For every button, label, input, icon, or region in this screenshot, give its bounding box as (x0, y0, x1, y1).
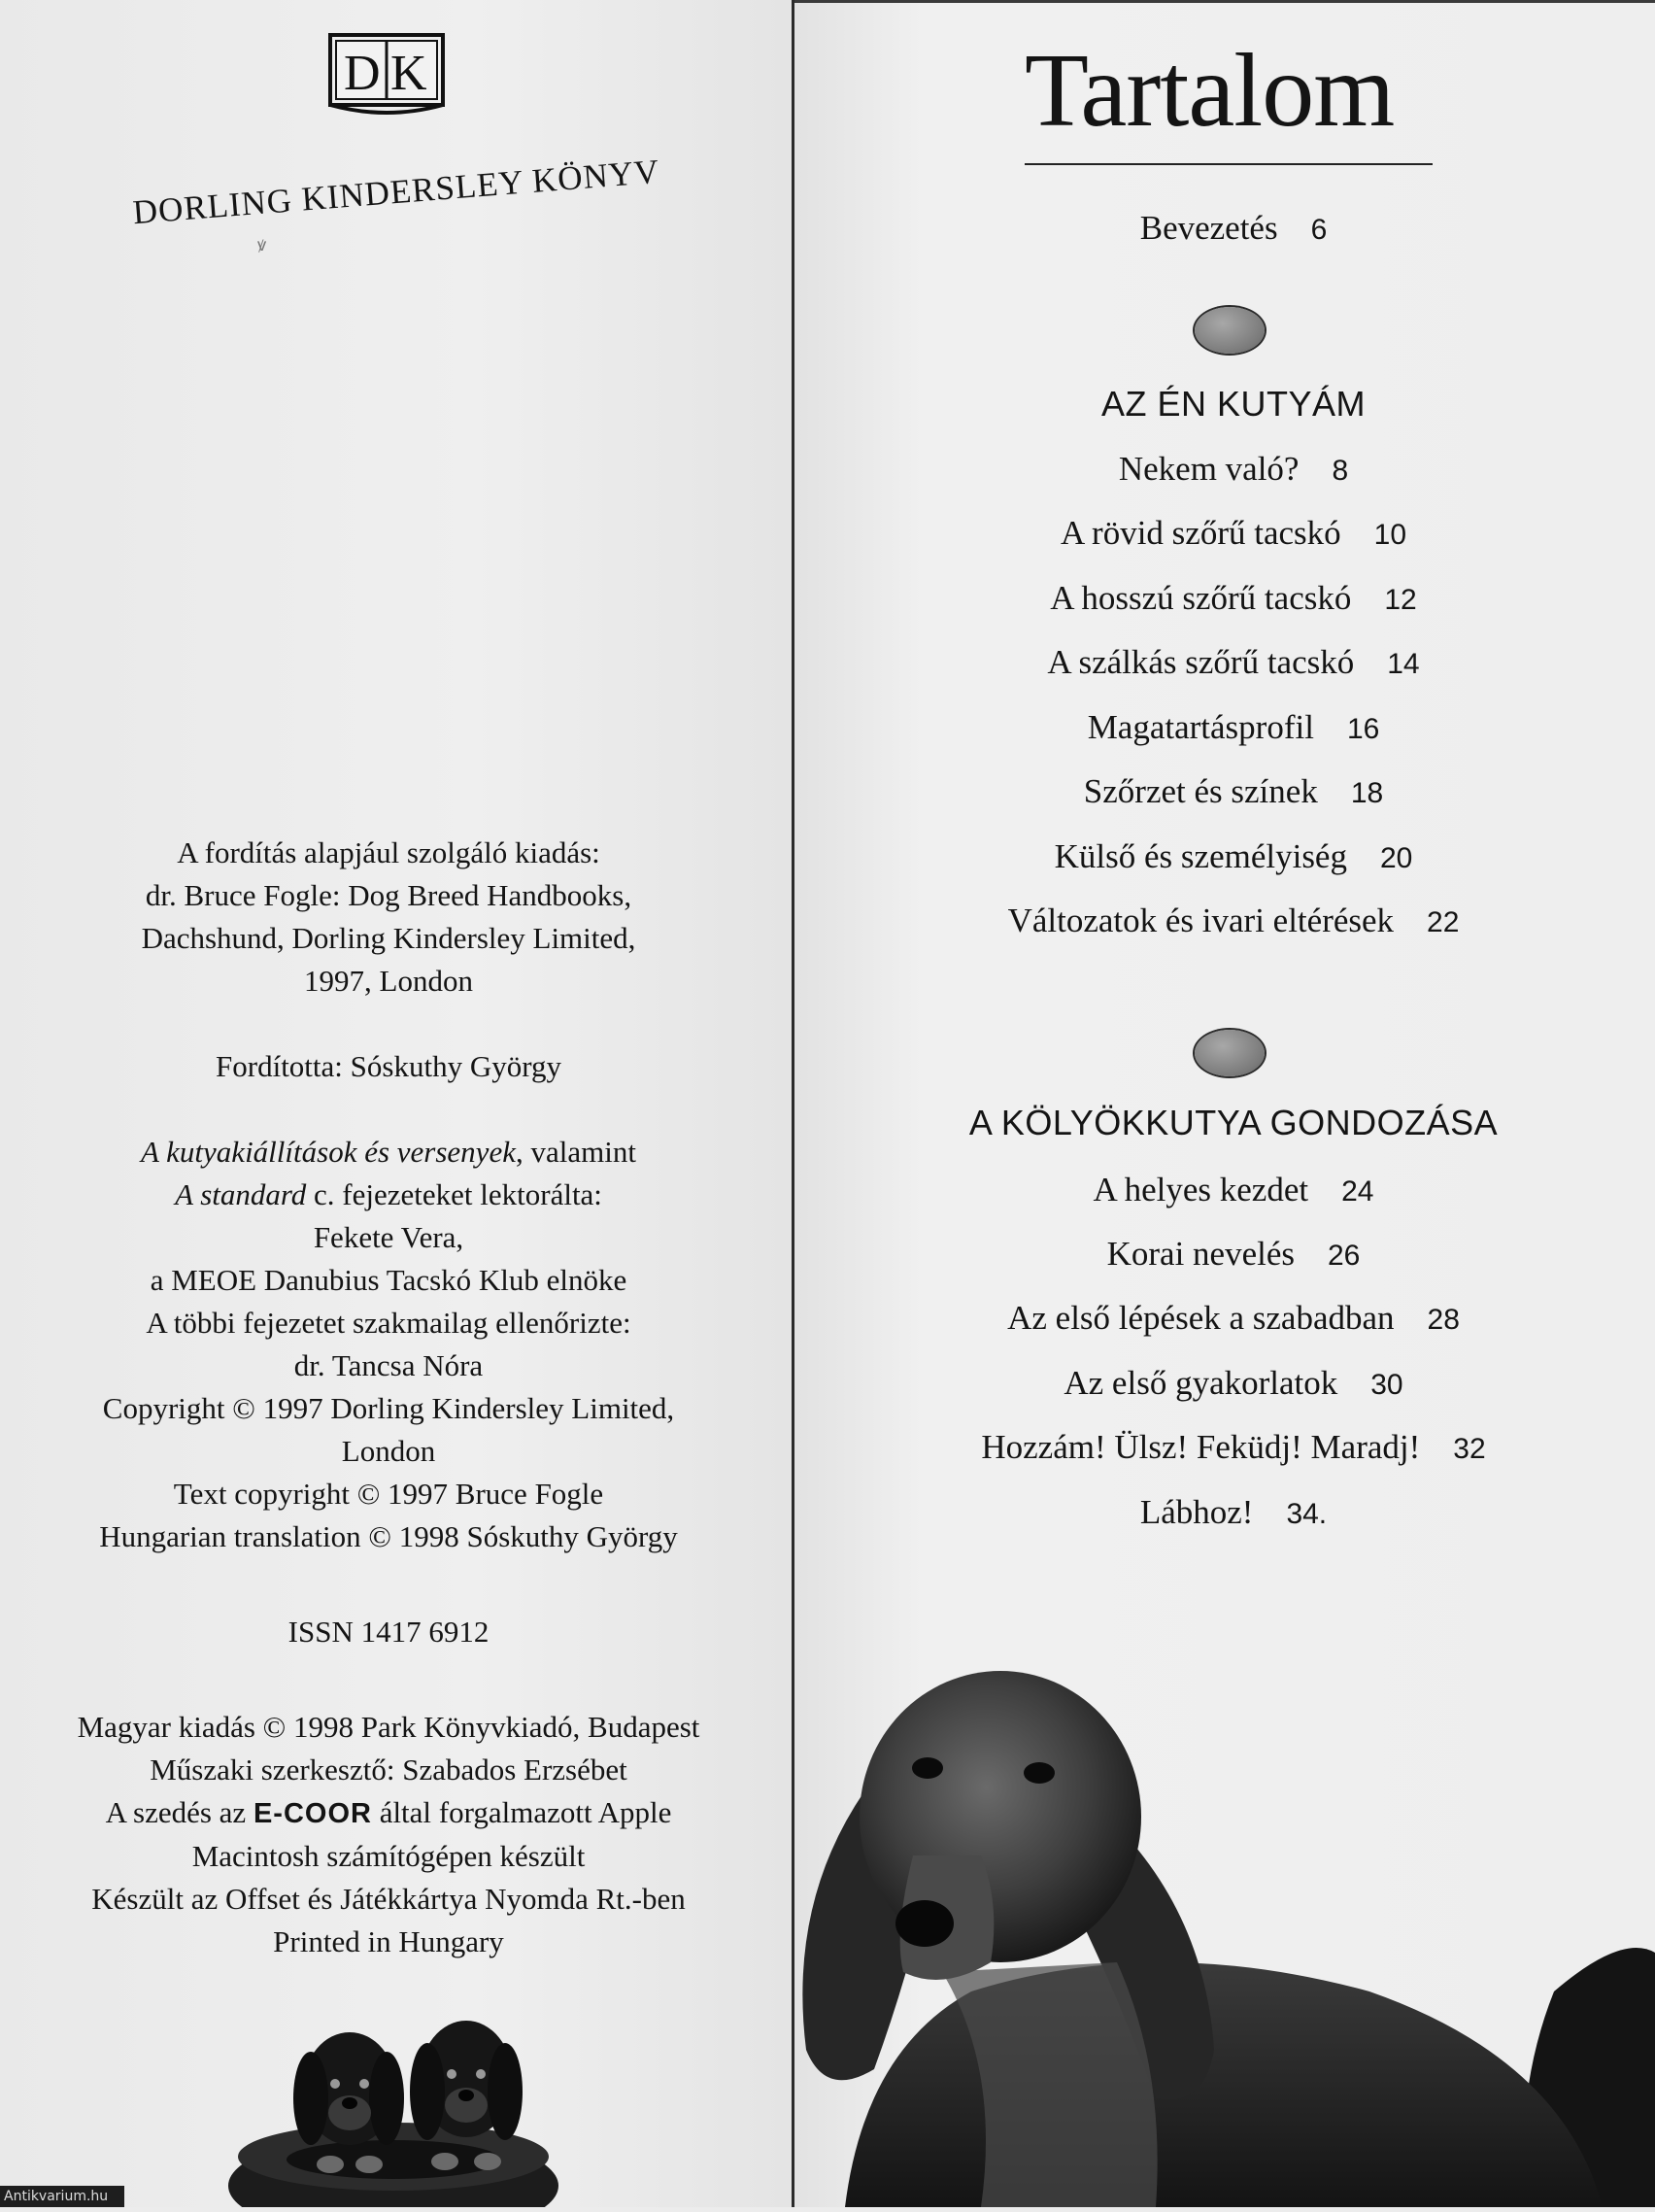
issn-line: ISSN 1417 6912 (287, 1615, 490, 1649)
credits-block (39, 832, 738, 1963)
source-edition-line: dr. Bruce Fogle: Dog Breed Handbooks, (145, 878, 632, 912)
review-line: A kutyakiállítások és versenyek, valamint (141, 1135, 636, 1169)
source-edition-line: A fordítás alapjául szolgáló kiadás: (177, 835, 600, 869)
page-title: Tartalom (1025, 33, 1395, 149)
dachshund-photo (748, 1642, 1655, 2207)
toc-entry: A hosszú szőrű tacskó 12 (1050, 579, 1417, 617)
toc-entry-page: 6 (1310, 214, 1328, 246)
review-line: A többi fejezetet szakmailag ellenőrizte: (146, 1306, 631, 1340)
svg-text:K: K (390, 46, 427, 101)
toc-entry: Hozzám! Ülsz! Feküdj! Maradj! 32 (981, 1428, 1486, 1466)
svg-text:D: D (344, 46, 381, 101)
review-line: dr. Tancsa Nóra (293, 1348, 484, 1382)
source-edition-line: 1997, London (304, 964, 473, 998)
toc-entry: Az első gyakorlatok 30 (1064, 1364, 1403, 1402)
imprint-line: Macintosh számítógépen készült (191, 1839, 586, 1873)
imprint-line: Készült az Offset és Játékkártya Nyomda Rt.-ben (91, 1882, 686, 1916)
publisher-name: DORLING KINDERSLEY KÖNYV (131, 152, 661, 232)
title-rule (1025, 163, 1433, 165)
copyright-line: Text copyright © 1997 Bruce Fogle (173, 1477, 604, 1511)
toc-entry: Szőrzet és színek 18 (1083, 772, 1384, 810)
review-line: A standard c. fejezeteket lektorálta: (175, 1177, 602, 1211)
section-heading: A KÖLYÖKKUTYA GONDOZÁSA (968, 1103, 1499, 1142)
toc-entry-label: Bevezetés (1139, 209, 1278, 247)
imprint-line: A szedés az E-COOR által forgalmazott Apple (105, 1795, 672, 1829)
imprint-line: Printed in Hungary (273, 1924, 504, 1958)
toc-entry: Változatok és ivari eltérések 22 (1007, 902, 1460, 939)
section-heading: AZ ÉN KUTYÁM (1100, 384, 1367, 424)
toc-entry: A helyes kezdet 24 (1093, 1171, 1374, 1208)
page-edge-line (794, 0, 1655, 3)
review-line: a MEOE Danubius Tacskó Klub elnöke (150, 1263, 627, 1297)
watermark: Antikvarium.hu (0, 2186, 124, 2207)
copyright-line: Copyright © 1997 Dorling Kindersley Limited, (102, 1391, 675, 1425)
toc-entry: Az első lépések a szabadban 28 (1007, 1299, 1460, 1337)
translator-line: Fordította: Sóskuthy György (216, 1049, 561, 1083)
copyright-line: London (341, 1434, 436, 1468)
toc-entry: Külső és személyiség 20 (1054, 837, 1413, 875)
toc-entry (796, 209, 1655, 250)
dk-logo (326, 31, 449, 119)
imprint-line: Műszaki szerkesztő: Szabados Erzsébet (150, 1753, 627, 1787)
toc-entry: A rövid szőrű tacskó 10 (1060, 514, 1407, 552)
toc-entry: A szálkás szőrű tacskó 14 (1047, 643, 1420, 681)
source-edition-line: Dachshund, Dorling Kindersley Limited, (141, 921, 636, 955)
copyright-line: Hungarian translation © 1998 Sóskuthy György (99, 1519, 678, 1553)
toc-entry: Korai nevelés 26 (1106, 1235, 1361, 1273)
puppies-in-tyre-photo (223, 1987, 592, 2207)
review-line: Fekete Vera, (313, 1220, 464, 1254)
toc-entry: Nekem való? 8 (1118, 450, 1349, 488)
toc-entry: Lábhoz! 34. (1139, 1493, 1328, 1531)
ecoor-logo: E-COOR (253, 1798, 372, 1829)
imprint-line: Magyar kiadás © 1998 Park Könyvkiadó, Budapest (77, 1710, 700, 1744)
pencil-mark: ꝟ (257, 235, 267, 255)
section-bullet-icon (1195, 1030, 1265, 1076)
toc-entry: Magatartásprofil 16 (1087, 708, 1380, 746)
section-bullet-icon (1195, 307, 1265, 354)
